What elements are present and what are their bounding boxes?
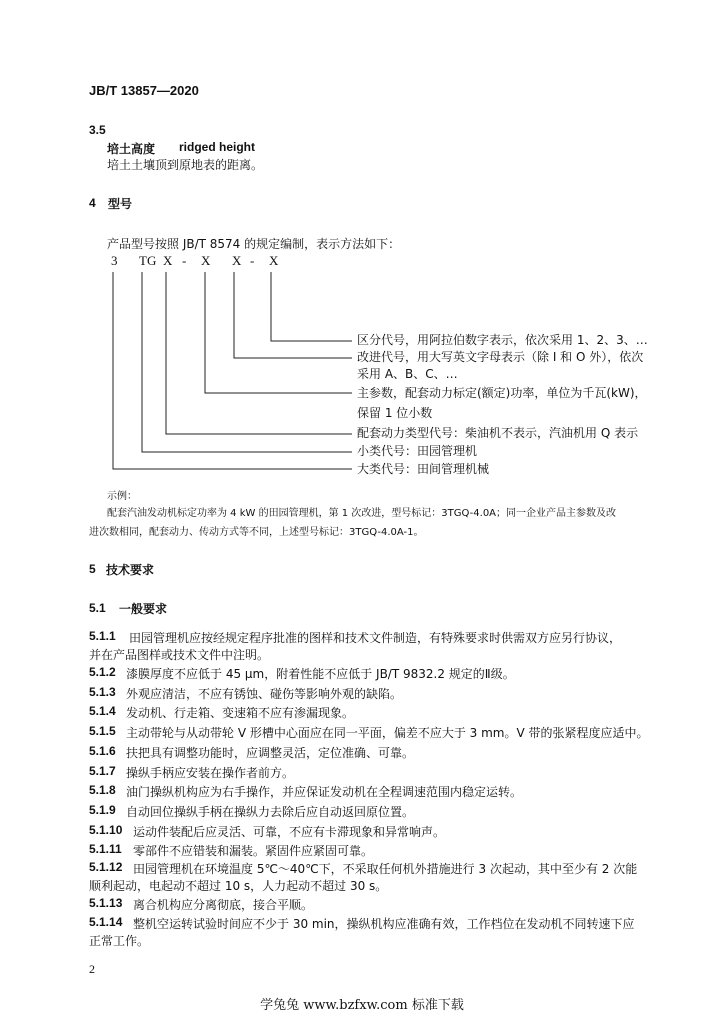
leader-power-type	[166, 272, 352, 434]
clause-text: 整机空运转试验时间应不少于 30 min，操纵机构应准确有效，工作档位在发动机不同转速下应	[133, 917, 635, 931]
label-distinguish-code: 区分代号，用阿拉伯数字表示，依次采用 1、2、3、…	[357, 333, 648, 347]
clause-number: 5.1.2	[89, 665, 116, 679]
section-5-1-heading: 一般要求	[119, 602, 168, 616]
leader-minor-class	[142, 272, 352, 452]
clause-text: 主动带轮与从动带轮 V 形槽中心面应在同一平面，偏差不应大于 3 mm。V 带的张紧程度应适中。	[126, 726, 649, 740]
code-power-type: X	[163, 253, 173, 268]
clause-text: 运动件装配后应灵活、可靠，不应有卡滞现象和异常响声。	[133, 825, 446, 839]
clause-number: 5.1.6	[89, 744, 116, 758]
clause-number: 5.1.7	[89, 764, 116, 778]
clause-text-cont: 顺利起动，电起动不超过 10 s，人力起动不超过 30 s。	[89, 879, 388, 893]
section-4-number: 4	[89, 196, 96, 210]
clause-text: 田园管理机在环境温度 5℃～40℃下，不采取任何机外措施进行 3 次起动，其中至少有 2 次能	[133, 862, 638, 876]
leader-improvement	[234, 272, 352, 358]
example-line-1: 配套汽油发动机标定功率为 4 kW 的田园管理机，第 1 次改进，型号标记：3TGQ-4.0A；同一企业产品主参数及改	[107, 508, 617, 519]
leader-major-class	[113, 272, 352, 469]
clause-text: 田园管理机应按经规定程序批准的图样和技术文件制造，有特殊要求时供需双方应另行协议，	[129, 631, 622, 645]
clause-number: 5.1.11	[89, 842, 122, 856]
section-4-heading: 型号	[108, 197, 133, 211]
example-title: 示例：	[107, 491, 137, 502]
footer-watermark: 学兔兔 www.bzfxw.com 标准下载	[260, 998, 464, 1013]
code-minor-class: TG	[139, 253, 157, 268]
section-3-5-number: 3.5	[89, 123, 106, 137]
leader-distinguish	[271, 272, 352, 341]
code-dash-2: -	[250, 253, 255, 268]
section-5-heading: 技术要求	[106, 563, 155, 577]
clause-text: 自动回位操纵手柄在操纵力去除后应自动返回原位置。	[126, 805, 415, 819]
clause-number: 5.1.5	[89, 724, 116, 738]
code-improvement: X	[232, 253, 242, 268]
label-improvement-code-cont: 采用 A、B、C、…	[357, 367, 458, 381]
clause-text: 油门操纵机构应为右手操作，并应保证发动机在全程调速范围内稳定运转。	[126, 785, 523, 799]
clause-text: 零部件不应错装和漏装。紧固件应紧固可靠。	[133, 844, 374, 858]
clause-text: 操纵手柄应安装在操作者前方。	[126, 766, 295, 780]
clause-text: 扶把具有调整功能时，应调整灵活，定位准确、可靠。	[126, 746, 415, 760]
term-chinese: 培土高度	[107, 142, 156, 156]
clause-text: 漆膜厚度不应低于 45 μm，附着性能不应低于 JB/T 9832.2 规定的Ⅱ级。	[126, 667, 515, 681]
clause-number: 5.1.4	[89, 704, 116, 718]
clause-number: 5.1.1	[89, 629, 116, 643]
leader-main-param	[205, 272, 352, 393]
clause-number: 5.1.12	[89, 860, 123, 874]
label-power-type: 配套动力类型代号：柴油机不表示，汽油机用 Q 表示	[357, 426, 639, 440]
code-distinguish: X	[269, 253, 279, 268]
clause-text: 发动机、行走箱、变速箱不应有渗漏现象。	[126, 706, 355, 720]
clause-number: 5.1.10	[89, 823, 123, 837]
code-main-param: X	[201, 253, 211, 268]
code-dash-1: -	[182, 253, 187, 268]
term-english: ridged height	[179, 140, 255, 154]
standard-number: JB/T 13857—2020	[89, 83, 199, 98]
term-definition: 培土土壤顶到原地表的距离。	[107, 158, 264, 172]
clause-number: 5.1.8	[89, 783, 116, 797]
clause-number: 5.1.9	[89, 803, 116, 817]
model-intro: 产品型号按照 JB/T 8574 的规定编制，表示方法如下：	[107, 237, 401, 251]
example-line-2: 进次数相同，配套动力、传动方式等不同，上述型号标记：3TGQ-4.0A-1。	[89, 527, 424, 538]
page-number: 2	[89, 962, 95, 976]
label-improvement-code: 改进代号，用大写英文字母表示（除 I 和 O 外），依次	[357, 350, 644, 364]
clause-number: 5.1.13	[89, 896, 123, 910]
code-major-class: 3	[111, 253, 118, 268]
clause-text-cont: 并在产品图样或技术文件中注明。	[89, 648, 270, 662]
clause-text-cont: 正常工作。	[89, 934, 150, 948]
label-main-parameter: 主参数，配套动力标定(额定)功率，单位为千瓦(kW)，	[357, 386, 647, 400]
clause-text: 外观应清洁，不应有锈蚀、碰伤等影响外观的缺陷。	[126, 687, 403, 701]
section-5-number: 5	[89, 562, 96, 576]
clause-text: 离合机构应分离彻底，接合平顺。	[133, 898, 314, 912]
clause-number: 5.1.3	[89, 685, 116, 699]
label-major-class: 大类代号：田间管理机械	[357, 462, 490, 476]
clause-number: 5.1.14	[89, 915, 123, 929]
label-main-parameter-cont: 保留 1 位小数	[357, 406, 433, 420]
label-minor-class: 小类代号：田园管理机	[357, 444, 478, 458]
section-5-1-number: 5.1	[89, 601, 106, 615]
